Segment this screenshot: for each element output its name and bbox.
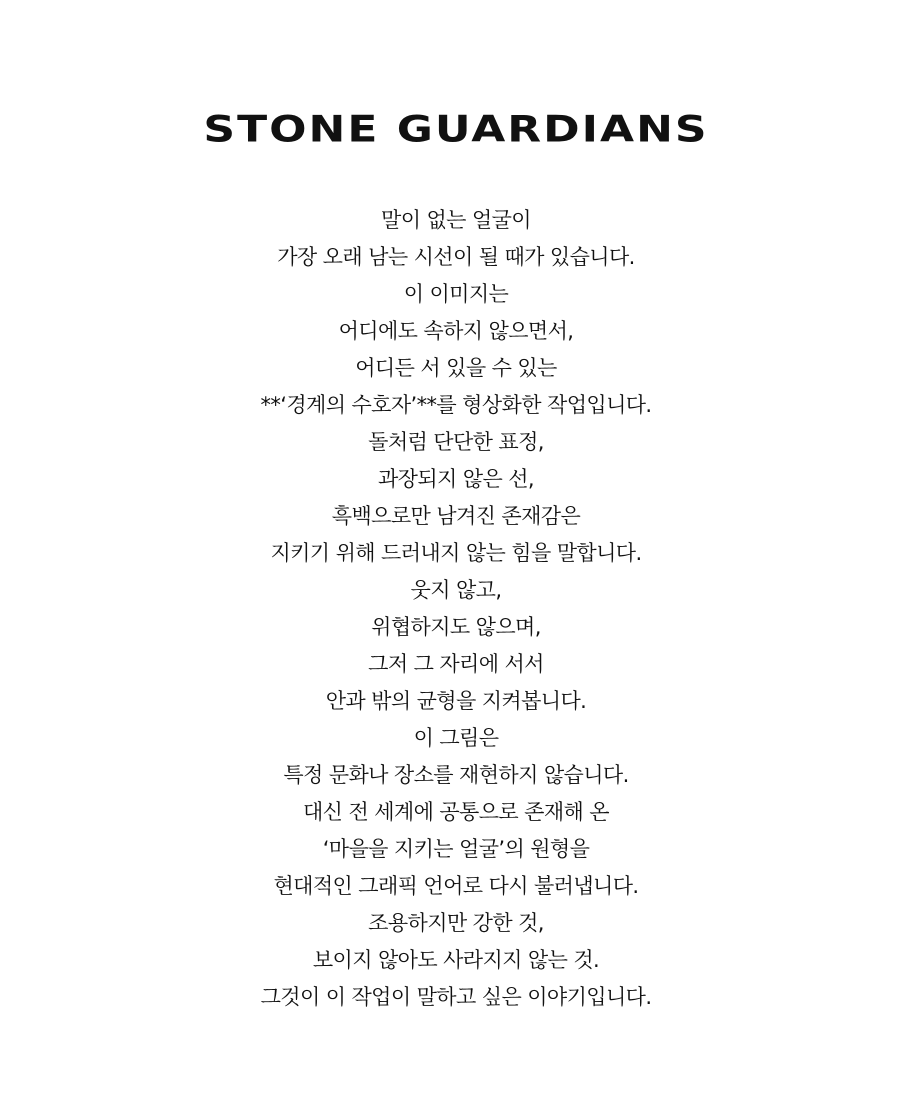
poem-line: 보이지 않아도 사라지지 않는 것. <box>312 948 600 972</box>
poem-line: 대신 전 세계에 공통으로 존재해 온 <box>303 800 609 824</box>
poem-line: 이 그림은 <box>413 726 499 750</box>
poem-line: 그저 그 자리에 서서 <box>368 652 544 676</box>
poem-line: 웃지 않고, <box>410 578 502 602</box>
poem-line: 조용하지만 강한 것, <box>368 911 544 935</box>
poem-line: 특정 문화나 장소를 재현하지 않습니다. <box>283 763 629 787</box>
poem-line: 돌처럼 단단한 표정, <box>368 430 544 454</box>
poem-line: 과장되지 않은 선, <box>377 467 535 491</box>
poem-line: 현대적인 그래픽 언어로 다시 불러냅니다. <box>273 874 639 898</box>
poem-line: 흑백으로만 남겨진 존재감은 <box>331 504 581 528</box>
poem-line: ‘마을을 지키는 얼굴’의 원형을 <box>322 837 590 861</box>
poem-line: 이 이미지는 <box>403 282 509 306</box>
poem-line: 위협하지도 않으며, <box>371 615 541 639</box>
poem-line: 가장 오래 남는 시선이 될 때가 있습니다. <box>277 245 635 269</box>
poem-line: 지키기 위해 드러내지 않는 힘을 말합니다. <box>270 541 642 565</box>
poem-line: 말이 없는 얼굴이 <box>381 208 531 232</box>
page-title: STONE GUARDIANS <box>203 108 709 151</box>
poem-line: 어디든 서 있을 수 있는 <box>355 356 557 380</box>
poem-line: **‘경계의 수호자’**를 형상화한 작업입니다. <box>260 393 652 417</box>
poem-line: 그것이 이 작업이 말하고 싶은 이야기입니다. <box>260 985 652 1009</box>
poem-text <box>0 202 912 1016</box>
poem-line: 어디에도 속하지 않으면서, <box>338 319 574 343</box>
poem-line: 안과 밖의 균형을 지켜봅니다. <box>325 689 587 713</box>
